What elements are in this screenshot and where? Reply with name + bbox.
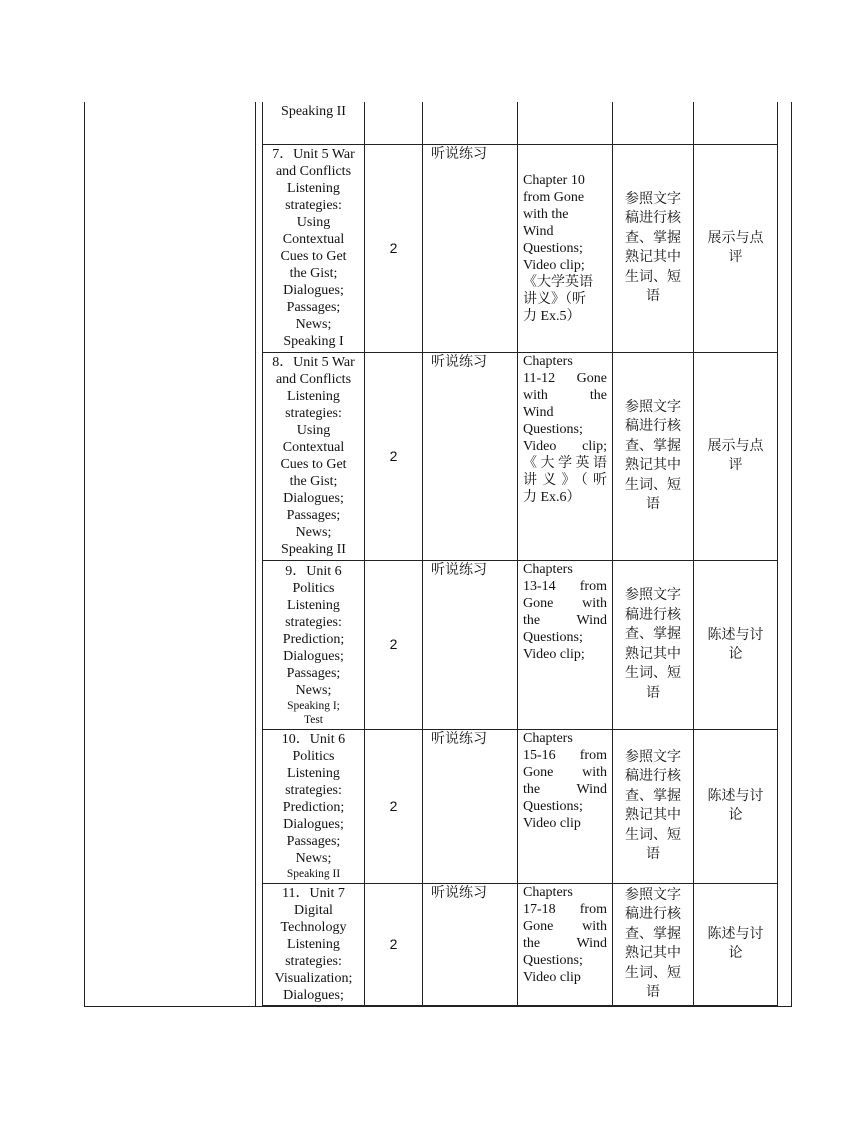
topic-line: Contextual bbox=[282, 440, 345, 455]
topic-cell bbox=[263, 560, 365, 729]
requirement-line: 熟记其中 bbox=[625, 808, 681, 823]
requirement-line: 生词、短 bbox=[625, 965, 681, 981]
topic-line: Listening bbox=[287, 389, 340, 404]
requirement-line: 查、掌握 bbox=[625, 788, 681, 804]
topic-cell bbox=[263, 352, 365, 560]
topic-line: and Conflicts bbox=[275, 372, 352, 387]
topic-line: Listening bbox=[287, 766, 340, 781]
requirement-line: 查、掌握 bbox=[625, 926, 681, 942]
topic-line: Dialogues; bbox=[283, 648, 344, 664]
requirement-line: 参照文字 bbox=[625, 191, 681, 207]
topic-line: Politics bbox=[292, 580, 335, 596]
material-line: Questions; bbox=[523, 240, 583, 256]
topic-line: Dialogues; bbox=[283, 817, 344, 832]
material-cell bbox=[518, 883, 613, 1005]
hours-cell: 2 bbox=[365, 729, 423, 883]
requirement-cell bbox=[613, 560, 694, 729]
requirement-line: 稿进行核 bbox=[625, 607, 681, 623]
material-line: Chapters bbox=[523, 884, 573, 900]
topic-line: Listening bbox=[287, 597, 340, 613]
topic-line: 11．Unit 7 bbox=[282, 885, 345, 901]
topic-line: Speaking I; bbox=[287, 699, 340, 712]
material-line: the Wind bbox=[523, 612, 607, 628]
requirement-line: 稿进行核 bbox=[625, 769, 681, 784]
topic-line: strategies: bbox=[285, 783, 342, 798]
topic-cell bbox=[263, 729, 365, 883]
topic-cell bbox=[263, 144, 365, 352]
material-line: 《大学英语 bbox=[523, 274, 593, 290]
topic-line: Speaking II bbox=[281, 542, 346, 557]
topic-line: Using bbox=[296, 423, 331, 438]
material-line: 力 Ex.6） bbox=[523, 489, 581, 505]
topic-line: Technology bbox=[280, 919, 347, 935]
material-line: Video clip bbox=[523, 969, 581, 985]
requirement-cell bbox=[613, 729, 694, 883]
material-line: Video clip; bbox=[523, 438, 607, 454]
topic-line: News; bbox=[295, 682, 332, 698]
assessment-cell bbox=[694, 352, 778, 560]
method-cell: 听说练习 bbox=[423, 883, 518, 1005]
topic-line: strategies: bbox=[285, 614, 342, 630]
assessment-line: 论 bbox=[728, 946, 743, 961]
material-line: Questions; bbox=[523, 798, 583, 814]
material-line: Questions; bbox=[523, 952, 583, 968]
material-line: 15-16 from bbox=[523, 747, 607, 763]
material-line: Gone with bbox=[523, 764, 607, 780]
requirement-cell bbox=[613, 102, 694, 144]
material-line: Video clip bbox=[523, 815, 581, 831]
topic-line: Contextual bbox=[282, 232, 345, 247]
requirement-line: 参照文字 bbox=[625, 399, 681, 415]
assessment-line: 展示与点 bbox=[707, 231, 764, 246]
topic-line: Listening bbox=[287, 936, 340, 952]
hours-cell: 2 bbox=[365, 560, 423, 729]
assessment-line: 评 bbox=[728, 250, 743, 265]
course-schedule-table bbox=[262, 102, 778, 1006]
requirement-line: 语 bbox=[646, 985, 660, 1000]
hours-cell: 2 bbox=[365, 352, 423, 560]
topic-line: Digital bbox=[294, 902, 333, 918]
table-row bbox=[263, 560, 778, 729]
requirement-line: 熟记其中 bbox=[625, 250, 681, 265]
topic-line: Speaking II bbox=[281, 104, 346, 119]
material-line: 《大学英语 bbox=[523, 455, 607, 471]
topic-line: Listening bbox=[287, 181, 340, 196]
material-line: Chapters bbox=[523, 353, 573, 369]
topic-line: Prediction; bbox=[282, 800, 345, 815]
requirement-line: 生词、短 bbox=[625, 666, 681, 681]
hours-cell: 2 bbox=[365, 144, 423, 352]
requirement-line: 查、掌握 bbox=[625, 627, 681, 642]
requirement-line: 语 bbox=[646, 289, 660, 304]
requirement-line: 参照文字 bbox=[625, 887, 681, 903]
topic-line: News; bbox=[295, 851, 332, 866]
table-row bbox=[263, 729, 778, 883]
assessment-cell bbox=[694, 729, 778, 883]
topic-line: Dialogues; bbox=[283, 283, 344, 298]
material-line: Gone with bbox=[523, 595, 607, 611]
assessment-line: 论 bbox=[728, 646, 743, 662]
assessment-line: 陈述与讨 bbox=[707, 789, 764, 804]
material-line: Questions; bbox=[523, 629, 583, 645]
material-line: 17-18 from bbox=[523, 901, 607, 917]
topic-line: Passages; bbox=[286, 300, 341, 315]
topic-cell bbox=[263, 883, 365, 1005]
requirement-line: 语 bbox=[646, 847, 660, 862]
material-line: 13-14 from bbox=[523, 578, 607, 594]
material-cell bbox=[518, 352, 613, 560]
topic-line: Using bbox=[296, 215, 331, 230]
method-cell: 听说练习 bbox=[423, 144, 518, 352]
assessment-line: 陈述与讨 bbox=[707, 927, 764, 942]
topic-cell bbox=[263, 102, 365, 144]
topic-line: Prediction; bbox=[282, 631, 345, 647]
topic-line: 9．Unit 6 bbox=[285, 563, 342, 579]
requirement-cell bbox=[613, 883, 694, 1005]
topic-line: Politics bbox=[292, 749, 335, 764]
requirement-line: 熟记其中 bbox=[625, 458, 681, 473]
assessment-line: 论 bbox=[728, 808, 743, 823]
hours-cell bbox=[365, 102, 423, 144]
topic-line: 7．Unit 5 War bbox=[272, 147, 355, 162]
material-line: the Wind bbox=[523, 935, 607, 951]
topic-line: Passages; bbox=[286, 665, 341, 681]
requirement-line: 生词、短 bbox=[625, 477, 681, 493]
material-line: Gone with bbox=[523, 918, 607, 934]
requirement-line: 语 bbox=[646, 685, 660, 701]
material-line: Video clip; bbox=[523, 257, 585, 273]
material-line: Chapters bbox=[523, 730, 573, 746]
table-row bbox=[263, 102, 778, 144]
topic-line: Dialogues; bbox=[283, 987, 344, 1003]
method-cell bbox=[423, 102, 518, 144]
hours-cell: 2 bbox=[365, 883, 423, 1005]
topic-line: strategies: bbox=[285, 953, 342, 969]
material-cell bbox=[518, 560, 613, 729]
topic-line: Test bbox=[304, 713, 323, 726]
requirement-line: 生词、短 bbox=[625, 827, 681, 843]
material-line: 11-12 Gone bbox=[523, 370, 607, 386]
material-line: 讲义》（听 bbox=[523, 291, 586, 307]
requirement-line: 稿进行核 bbox=[625, 907, 681, 922]
topic-line: strategies: bbox=[285, 406, 342, 421]
outer-column-divider bbox=[255, 102, 256, 1006]
assessment-cell bbox=[694, 102, 778, 144]
requirement-line: 语 bbox=[646, 497, 660, 512]
topic-line: the Gist; bbox=[289, 474, 338, 489]
topic-line: the Gist; bbox=[289, 266, 338, 281]
material-line: with the bbox=[523, 206, 569, 222]
material-line: with the bbox=[523, 387, 607, 403]
topic-line: and Conflicts bbox=[275, 164, 352, 179]
material-line: Wind bbox=[523, 404, 554, 420]
assessment-line: 陈述与讨 bbox=[707, 627, 764, 643]
topic-line: Speaking II bbox=[286, 868, 341, 880]
table-row bbox=[263, 144, 778, 352]
topic-line: 10．Unit 6 bbox=[281, 732, 346, 747]
topic-line: Visualization; bbox=[274, 970, 353, 986]
requirement-line: 参照文字 bbox=[625, 749, 681, 765]
material-line: Questions; bbox=[523, 421, 583, 437]
requirement-line: 参照文字 bbox=[625, 588, 681, 603]
requirement-line: 生词、短 bbox=[625, 269, 681, 285]
material-cell bbox=[518, 144, 613, 352]
topic-line: News; bbox=[295, 525, 332, 540]
requirement-line: 熟记其中 bbox=[625, 946, 681, 961]
topic-line: Cues to Get bbox=[280, 457, 347, 472]
topic-line: Dialogues; bbox=[283, 491, 344, 506]
topic-line: strategies: bbox=[285, 198, 342, 213]
method-cell: 听说练习 bbox=[423, 729, 518, 883]
material-cell bbox=[518, 729, 613, 883]
requirement-line: 查、掌握 bbox=[625, 230, 681, 246]
material-line: 力 Ex.5） bbox=[523, 308, 581, 324]
assessment-cell bbox=[694, 144, 778, 352]
topic-line: Passages; bbox=[286, 834, 341, 849]
material-line: Chapter 10 bbox=[523, 172, 585, 188]
material-line: Chapters bbox=[523, 561, 573, 577]
topic-line: News; bbox=[295, 317, 332, 332]
method-cell: 听说练习 bbox=[423, 352, 518, 560]
material-line: Video clip; bbox=[523, 646, 585, 662]
assessment-line: 展示与点 bbox=[707, 439, 764, 454]
assessment-line: 评 bbox=[728, 458, 743, 473]
material-line: 讲义》（听 bbox=[523, 472, 607, 488]
requirement-line: 稿进行核 bbox=[625, 211, 681, 226]
assessment-cell bbox=[694, 560, 778, 729]
topic-line: Cues to Get bbox=[280, 249, 347, 264]
requirement-cell bbox=[613, 352, 694, 560]
topic-line: Passages; bbox=[286, 508, 341, 523]
material-line: Wind bbox=[523, 223, 554, 239]
material-line: from Gone bbox=[523, 189, 585, 205]
table-row bbox=[263, 352, 778, 560]
requirement-line: 稿进行核 bbox=[625, 419, 681, 434]
method-cell: 听说练习 bbox=[423, 560, 518, 729]
topic-line: Speaking I bbox=[283, 334, 344, 349]
requirement-line: 查、掌握 bbox=[625, 438, 681, 454]
topic-line: 8．Unit 5 War bbox=[272, 355, 355, 370]
assessment-cell bbox=[694, 883, 778, 1005]
table-row bbox=[263, 883, 778, 1005]
requirement-cell bbox=[613, 144, 694, 352]
requirement-line: 熟记其中 bbox=[625, 646, 681, 662]
material-cell bbox=[518, 102, 613, 144]
material-line: the Wind bbox=[523, 781, 607, 797]
